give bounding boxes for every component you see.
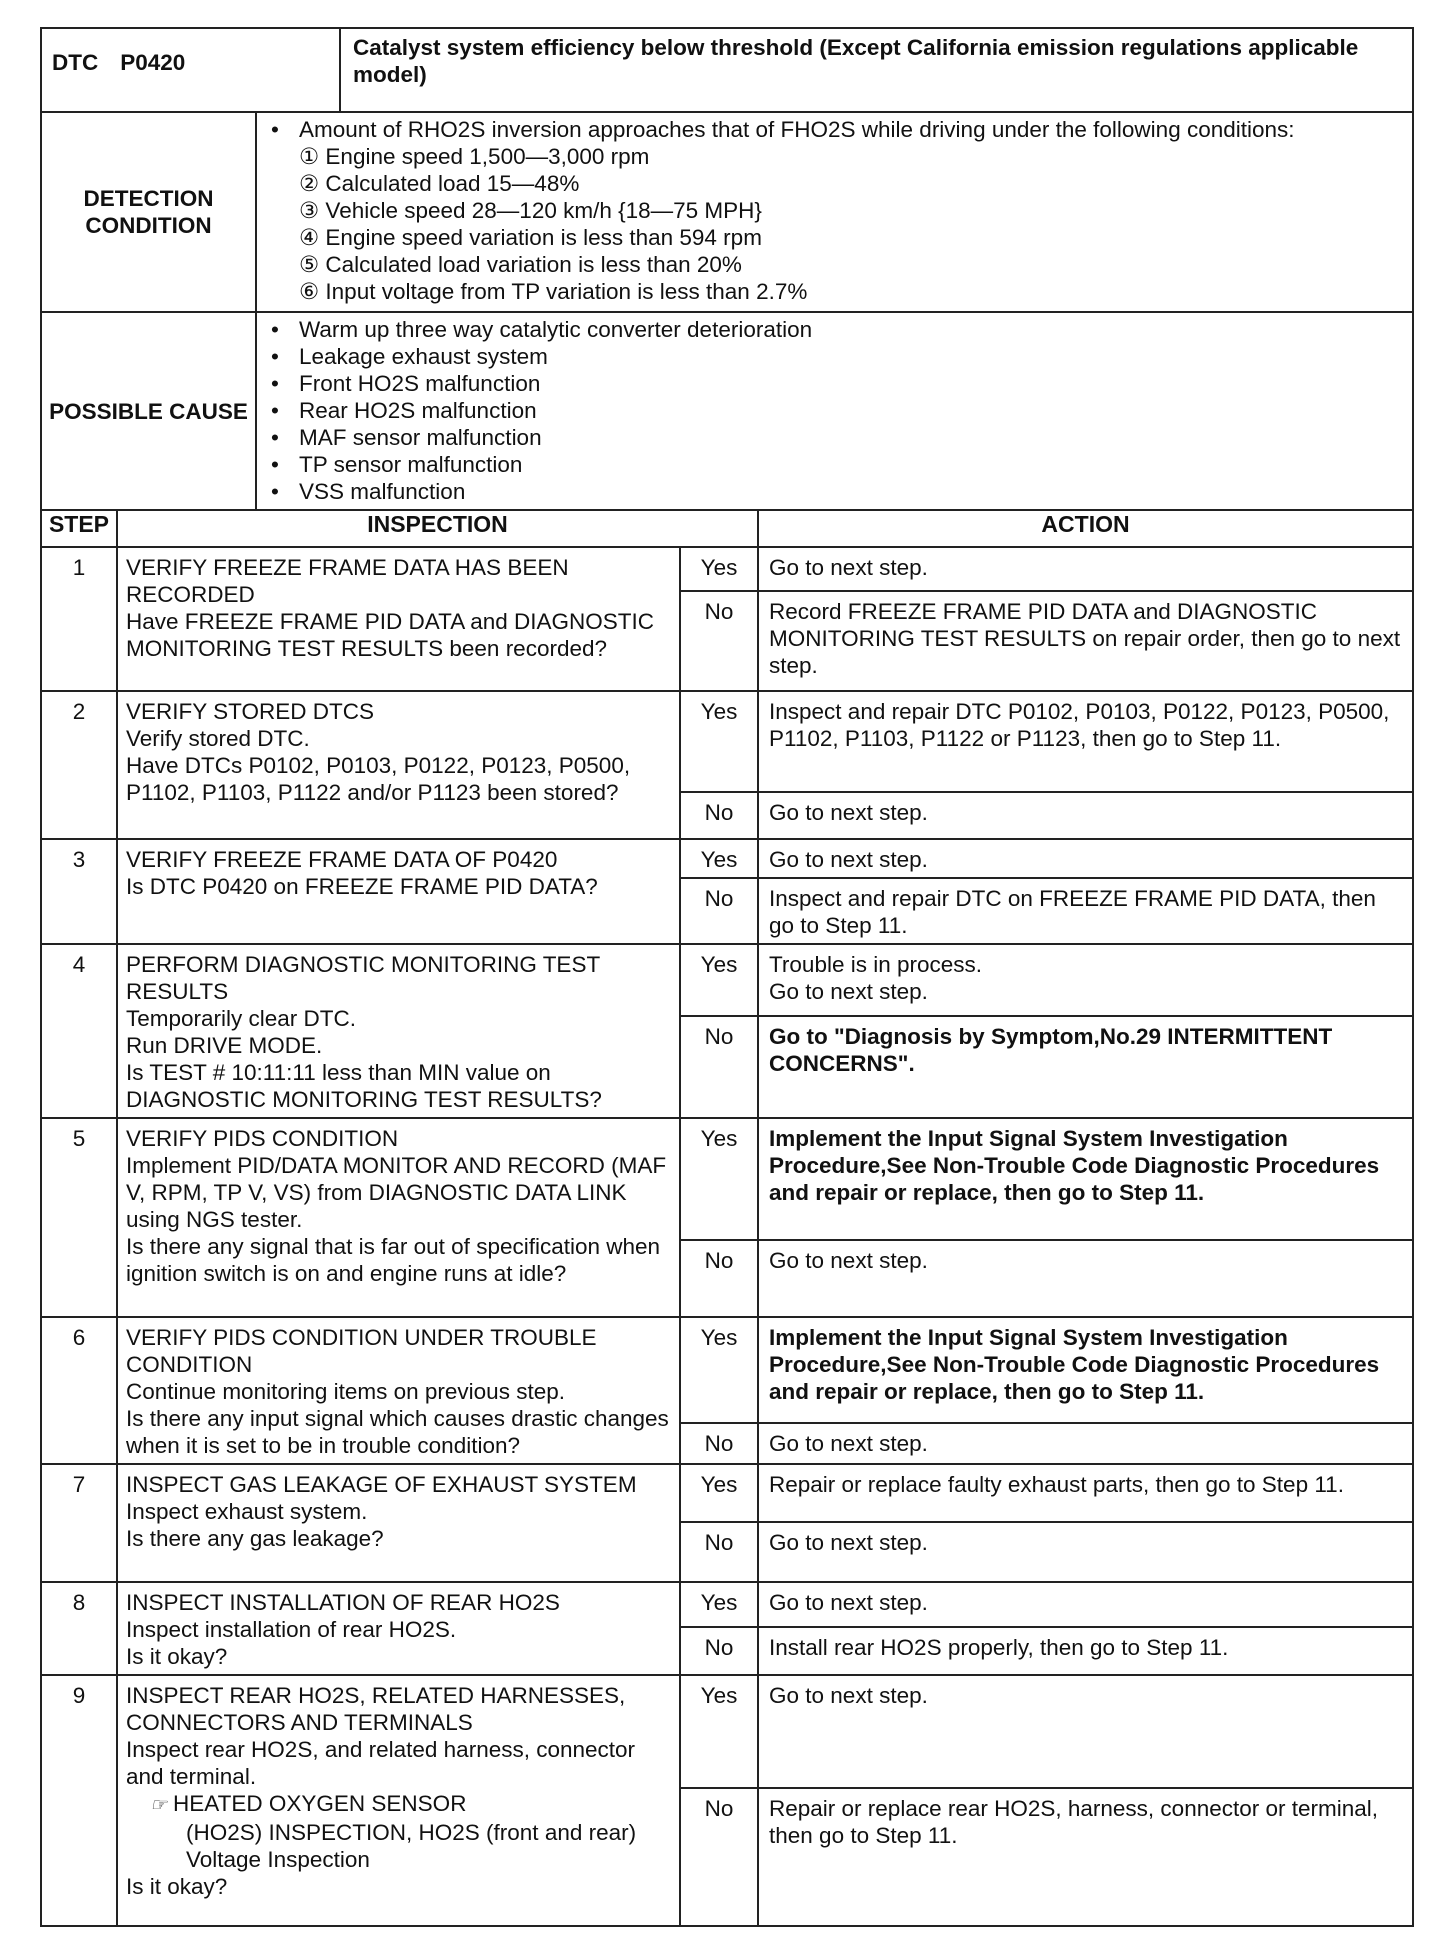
yes-label: Yes xyxy=(680,1317,758,1423)
condition-item: ③ Vehicle speed 28—120 km/h {18—75 MPH} xyxy=(299,198,762,223)
step-row-7 xyxy=(41,1464,1413,1522)
yes-action: Go to next step. xyxy=(758,1675,1413,1788)
step-inspection xyxy=(117,691,680,839)
yes-action: Implement the Input Signal System Investigation Procedure,See Non-Trouble Code Diagnostic Procedures and repair or replace, then go to Step 11. xyxy=(758,1317,1413,1423)
no-label: No xyxy=(680,1423,758,1464)
step-row-3 xyxy=(41,839,1413,878)
cause-item: • MAF sensor malfunction xyxy=(269,424,1402,451)
yes-label: Yes xyxy=(680,839,758,878)
cause-item: • VSS malfunction xyxy=(269,478,1402,505)
no-action: Go to next step. xyxy=(758,1240,1413,1317)
dtc-code-cell xyxy=(41,28,340,112)
inspection-question: Is it okay? xyxy=(126,1874,228,1899)
document-page xyxy=(40,27,1414,1927)
step-row-1 xyxy=(41,547,1413,591)
dtc-header-table xyxy=(40,27,1414,511)
inspection-title: VERIFY FREEZE FRAME DATA HAS BEEN RECORDED xyxy=(126,555,569,607)
reference-line xyxy=(126,1790,671,1819)
dtc-code: P0420 xyxy=(120,50,186,75)
yes-label: Yes xyxy=(680,1675,758,1788)
step-inspection xyxy=(117,1464,680,1582)
inspection-text: Is it okay? xyxy=(126,1644,228,1669)
no-label: No xyxy=(680,878,758,944)
yes-action: Repair or replace faulty exhaust parts, then go to Step 11. xyxy=(758,1464,1413,1522)
inspection-text: Inspect installation of rear HO2S. xyxy=(126,1617,457,1642)
detection-intro: • Amount of RHO2S inversion approaches that of FHO2S while driving under the following conditions: xyxy=(269,116,1402,143)
inspection-text: Verify stored DTC. xyxy=(126,726,310,751)
no-label: No xyxy=(680,1627,758,1675)
inspection-text: Is DTC P0420 on FREEZE FRAME PID DATA? xyxy=(126,874,598,899)
step-number: 4 xyxy=(41,944,117,1118)
step-number: 1 xyxy=(41,547,117,691)
step-inspection xyxy=(117,839,680,944)
cause-item: • Front HO2S malfunction xyxy=(269,370,1402,397)
inspection-text: Is there any signal that is far out of specification when ignition switch is on and engine runs at idle? xyxy=(126,1234,661,1286)
inspection-title: INSPECT GAS LEAKAGE OF EXHAUST SYSTEM xyxy=(126,1472,637,1497)
yes-action xyxy=(758,944,1413,1016)
step-inspection xyxy=(117,547,680,691)
step-inspection xyxy=(117,1582,680,1675)
inspection-title: INSPECT INSTALLATION OF REAR HO2S xyxy=(126,1590,560,1615)
no-action: Record FREEZE FRAME PID DATA and DIAGNOSTIC MONITORING TEST RESULTS on repair order, then go to next step. xyxy=(758,591,1413,691)
dtc-title: Catalyst system efficiency below threshold (Except California emission regulations applicable model) xyxy=(340,28,1413,112)
action-column-header: ACTION xyxy=(758,510,1413,547)
step-number: 8 xyxy=(41,1582,117,1675)
condition-item: ② Calculated load 15—48% xyxy=(299,171,580,196)
yes-label: Yes xyxy=(680,691,758,792)
step-number: 6 xyxy=(41,1317,117,1464)
condition-item: ⑥ Input voltage from TP variation is less than 2.7% xyxy=(299,279,808,304)
step-number: 9 xyxy=(41,1675,117,1926)
reference-title: HEATED OXYGEN SENSOR xyxy=(173,1791,467,1816)
yes-label: Yes xyxy=(680,1118,758,1240)
step-row-2 xyxy=(41,691,1413,792)
step-inspection xyxy=(117,1675,680,1926)
yes-action-line: Go to next step. xyxy=(769,979,928,1004)
yes-action: Inspect and repair DTC P0102, P0103, P0122, P0123, P0500, P1102, P1103, P1122 or P1123, then go to Step 11. xyxy=(758,691,1413,792)
inspection-text: Implement PID/DATA MONITOR AND RECORD (MAF V, RPM, TP V, VS) from DIAGNOSTIC DATA LINK using NGS tester. xyxy=(126,1153,667,1232)
cause-item: • Warm up three way catalytic converter deterioration xyxy=(269,316,1402,343)
inspection-text: Is TEST # 10:11:11 less than MIN value on DIAGNOSTIC MONITORING TEST RESULTS? xyxy=(126,1060,602,1112)
inspection-text: Is there any gas leakage? xyxy=(126,1526,384,1551)
condition-item: ④ Engine speed variation is less than 594 rpm xyxy=(299,225,762,250)
step-row-8 xyxy=(41,1582,1413,1627)
detection-content xyxy=(256,112,1413,312)
no-label: No xyxy=(680,792,758,839)
inspection-text: Have FREEZE FRAME PID DATA and DIAGNOSTIC MONITORING TEST RESULTS been recorded? xyxy=(126,609,655,661)
possible-cause-row xyxy=(41,312,1413,510)
inspection-title: VERIFY PIDS CONDITION UNDER TROUBLE CONDITION xyxy=(126,1325,597,1377)
no-action: Repair or replace rear HO2S, harness, connector or terminal, then go to Step 11. xyxy=(758,1788,1413,1926)
condition-item: ① Engine speed 1,500—3,000 rpm xyxy=(299,144,650,169)
inspection-text: Inspect rear HO2S, and related harness, connector and terminal. xyxy=(126,1737,636,1789)
cause-item: • Leakage exhaust system xyxy=(269,343,1402,370)
reference-detail: (HO2S) INSPECTION, HO2S (front and rear) Voltage Inspection xyxy=(186,1820,637,1872)
possible-cause-label: POSSIBLE CAUSE xyxy=(41,312,256,510)
step-number: 5 xyxy=(41,1118,117,1317)
dtc-title-row xyxy=(41,28,1413,112)
yes-label: Yes xyxy=(680,1464,758,1522)
reference-hand-icon: ☞ xyxy=(150,1795,168,1816)
inspection-title: VERIFY STORED DTCS xyxy=(126,699,374,724)
step-number: 2 xyxy=(41,691,117,839)
inspection-title: PERFORM DIAGNOSTIC MONITORING TEST RESULTS xyxy=(126,952,600,1004)
steps-header-row xyxy=(41,510,1413,547)
detection-row xyxy=(41,112,1413,312)
inspection-title: INSPECT REAR HO2S, RELATED HARNESSES, CONNECTORS AND TERMINALS xyxy=(126,1683,626,1735)
inspection-text: Continue monitoring items on previous step. xyxy=(126,1379,565,1404)
step-row-9 xyxy=(41,1675,1413,1788)
no-action: Go to next step. xyxy=(758,1423,1413,1464)
inspection-title: VERIFY PIDS CONDITION xyxy=(126,1126,399,1151)
yes-action: Go to next step. xyxy=(758,839,1413,878)
step-inspection xyxy=(117,944,680,1118)
dtc-label: DTC xyxy=(52,50,99,75)
inspection-text: Inspect exhaust system. xyxy=(126,1499,368,1524)
step-number: 3 xyxy=(41,839,117,944)
inspection-title: VERIFY FREEZE FRAME DATA OF P0420 xyxy=(126,847,558,872)
no-action: Install rear HO2S properly, then go to Step 11. xyxy=(758,1627,1413,1675)
no-label: No xyxy=(680,1016,758,1118)
step-row-4 xyxy=(41,944,1413,1016)
inspection-text: Temporarily clear DTC. xyxy=(126,1006,357,1031)
no-action: Go to next step. xyxy=(758,792,1413,839)
condition-item: ⑤ Calculated load variation is less than 20% xyxy=(299,252,742,277)
inspection-text: Is there any input signal which causes drastic changes when it is set to be in trouble condition? xyxy=(126,1406,669,1458)
yes-action-line: Trouble is in process. xyxy=(769,952,983,977)
yes-action: Go to next step. xyxy=(758,547,1413,591)
yes-action: Implement the Input Signal System Investigation Procedure,See Non-Trouble Code Diagnostic Procedures and repair or replace, then go to Step 11. xyxy=(758,1118,1413,1240)
step-number: 7 xyxy=(41,1464,117,1582)
yes-label: Yes xyxy=(680,1582,758,1627)
no-action: Go to "Diagnosis by Symptom,No.29 INTERMITTENT CONCERNS". xyxy=(758,1016,1413,1118)
step-row-5 xyxy=(41,1118,1413,1240)
inspection-text: Have DTCs P0102, P0103, P0122, P0123, P0500, P1102, P1103, P1122 and/or P1123 been stored? xyxy=(126,753,631,805)
yes-action: Go to next step. xyxy=(758,1582,1413,1627)
no-label: No xyxy=(680,1522,758,1582)
inspection-column-header: INSPECTION xyxy=(117,510,758,547)
inspection-steps-table xyxy=(40,509,1414,1927)
detection-label: DETECTION CONDITION xyxy=(41,112,256,312)
cause-item: • Rear HO2S malfunction xyxy=(269,397,1402,424)
no-action: Go to next step. xyxy=(758,1522,1413,1582)
possible-cause-content xyxy=(256,312,1413,510)
step-inspection xyxy=(117,1317,680,1464)
no-label: No xyxy=(680,1240,758,1317)
step-inspection xyxy=(117,1118,680,1317)
no-action: Inspect and repair DTC on FREEZE FRAME PID DATA, then go to Step 11. xyxy=(758,878,1413,944)
no-label: No xyxy=(680,1788,758,1926)
step-column-header: STEP xyxy=(41,510,117,547)
yes-label: Yes xyxy=(680,547,758,591)
inspection-text: Run DRIVE MODE. xyxy=(126,1033,323,1058)
no-label: No xyxy=(680,591,758,691)
yes-label: Yes xyxy=(680,944,758,1016)
step-row-6 xyxy=(41,1317,1413,1423)
cause-item: • TP sensor malfunction xyxy=(269,451,1402,478)
